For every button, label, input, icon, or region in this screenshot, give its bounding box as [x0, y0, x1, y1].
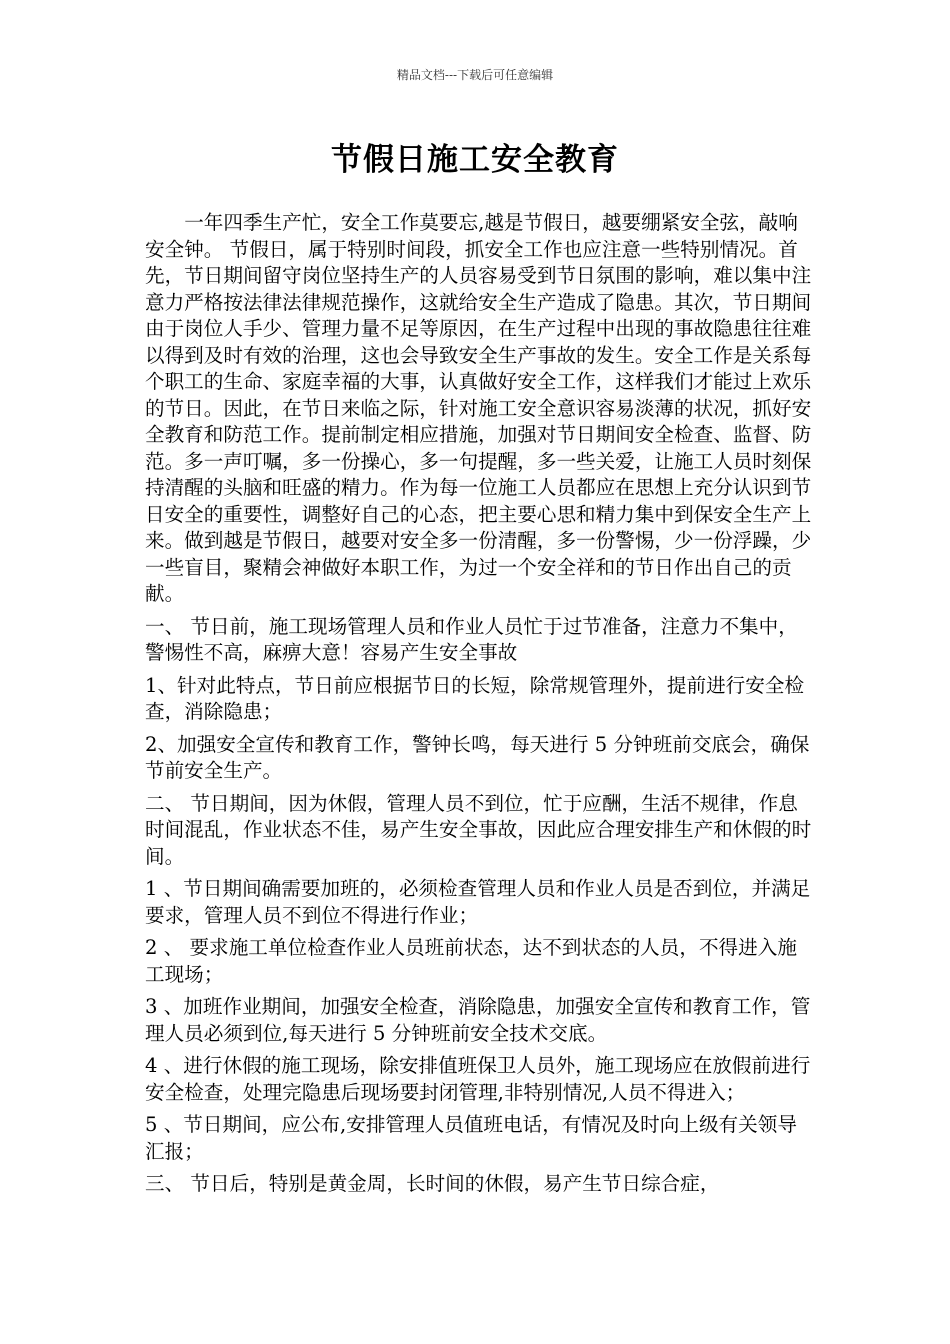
section-two-item-3: 3 、加班作业期间，加强安全检查，消除隐患，加强安全宣传和教育工作，管理人员必须到位,每天进行 5 分钟班前安全技术交底。 [145, 995, 811, 1045]
section-two-item-5: 5 、节日期间，应公布,安排管理人员值班电话，有情况及时向上级有关领导汇报； [145, 1113, 797, 1163]
intro-paragraph: 一年四季生产忙，安全工作莫要忘,越是节假日，越要绷紧安全弦，敲响安全钟。 节假日，属于特别时间段，抓安全工作也应注意一些特别情况。首先，节日期间留守岗位坚持生产的人员容易受到节日氛围的影响，难以集中注意力严格按法律法律规范操作，这就给安全生产造成了隐患。其次，节日期间由于岗位人手少、管理力量不足等原因，在生产过程中出现的事故隐患往往难以得到及时有效的治理，这也会导致安全生产事故的发生。安全工作是关系每个职工的生命、家庭幸福的大事，认真做好安全工作，这样我们才能过上欢乐的节日。因此，在节日来临之际，针对施工安全意识容易淡薄的状况，抓好安全教育和防范工作。提前制定相应措施，加强对节日期间安全检查、监督、防范。多一声叮嘱，多一份操心，多一句提醒，多一些关爱，让施工人员时刻保持清醒的头脑和旺盛的精力。作为每一位施工人员都应在思想上充分认识到节日安全的重要性，调整好自己的心态，把主要心思和精力集中到保安全生产上来。做到越是节假日，越要对安全多一份清醒，多一份警惕，少一份浮躁，少一些盲目，聚精会神做好本职工作，为过一个安全祥和的节日作出自己的贡献。 [145, 211, 812, 605]
document-body [145, 210, 815, 1204]
section-two-heading: 二、 节日期间，因为休假，管理人员不到位，忙于应酬，生活不规律，作息时间混乱，作业状态不佳，易产生安全事故，因此应合理安排生产和休假的时间。 [145, 791, 812, 868]
header-note: 精品文档---下载后可任意编辑 [396, 68, 554, 82]
section-two-item-4: 4 、进行休假的施工现场，除安排值班保卫人员外，施工现场应在放假前进行安全检查，处理完隐患后现场要封闭管理,非特别情况,人员不得进入； [145, 1054, 811, 1104]
section-one-item-2: 2、加强安全宣传和教育工作，警钟长鸣，每天进行 5 分钟班前交底会，确保节前安全生产。 [145, 732, 810, 782]
section-one-item-1: 1、针对此特点，节日前应根据节日的长短，除常规管理外，提前进行安全检查，消除隐患； [145, 673, 805, 723]
document-title: 节假日施工安全教育 [331, 142, 619, 178]
section-three-heading: 三、 节日后，特别是黄金周，长时间的休假，易产生节日综合症， [145, 1172, 720, 1195]
section-one-heading: 一、 节日前，施工现场管理人员和作业人员忙于过节准备，注意力不集中，警惕性不高，麻痹大意！容易产生安全事故 [145, 614, 798, 664]
section-two-item-2: 2 、 要求施工单位检查作业人员班前状态，达不到状态的人员，不得进入施工现场； [145, 936, 797, 986]
section-two-item-1: 1 、节日期间确需要加班的，必须检查管理人员和作业人员是否到位，并满足要求，管理人员不到位不得进行作业； [145, 877, 811, 927]
